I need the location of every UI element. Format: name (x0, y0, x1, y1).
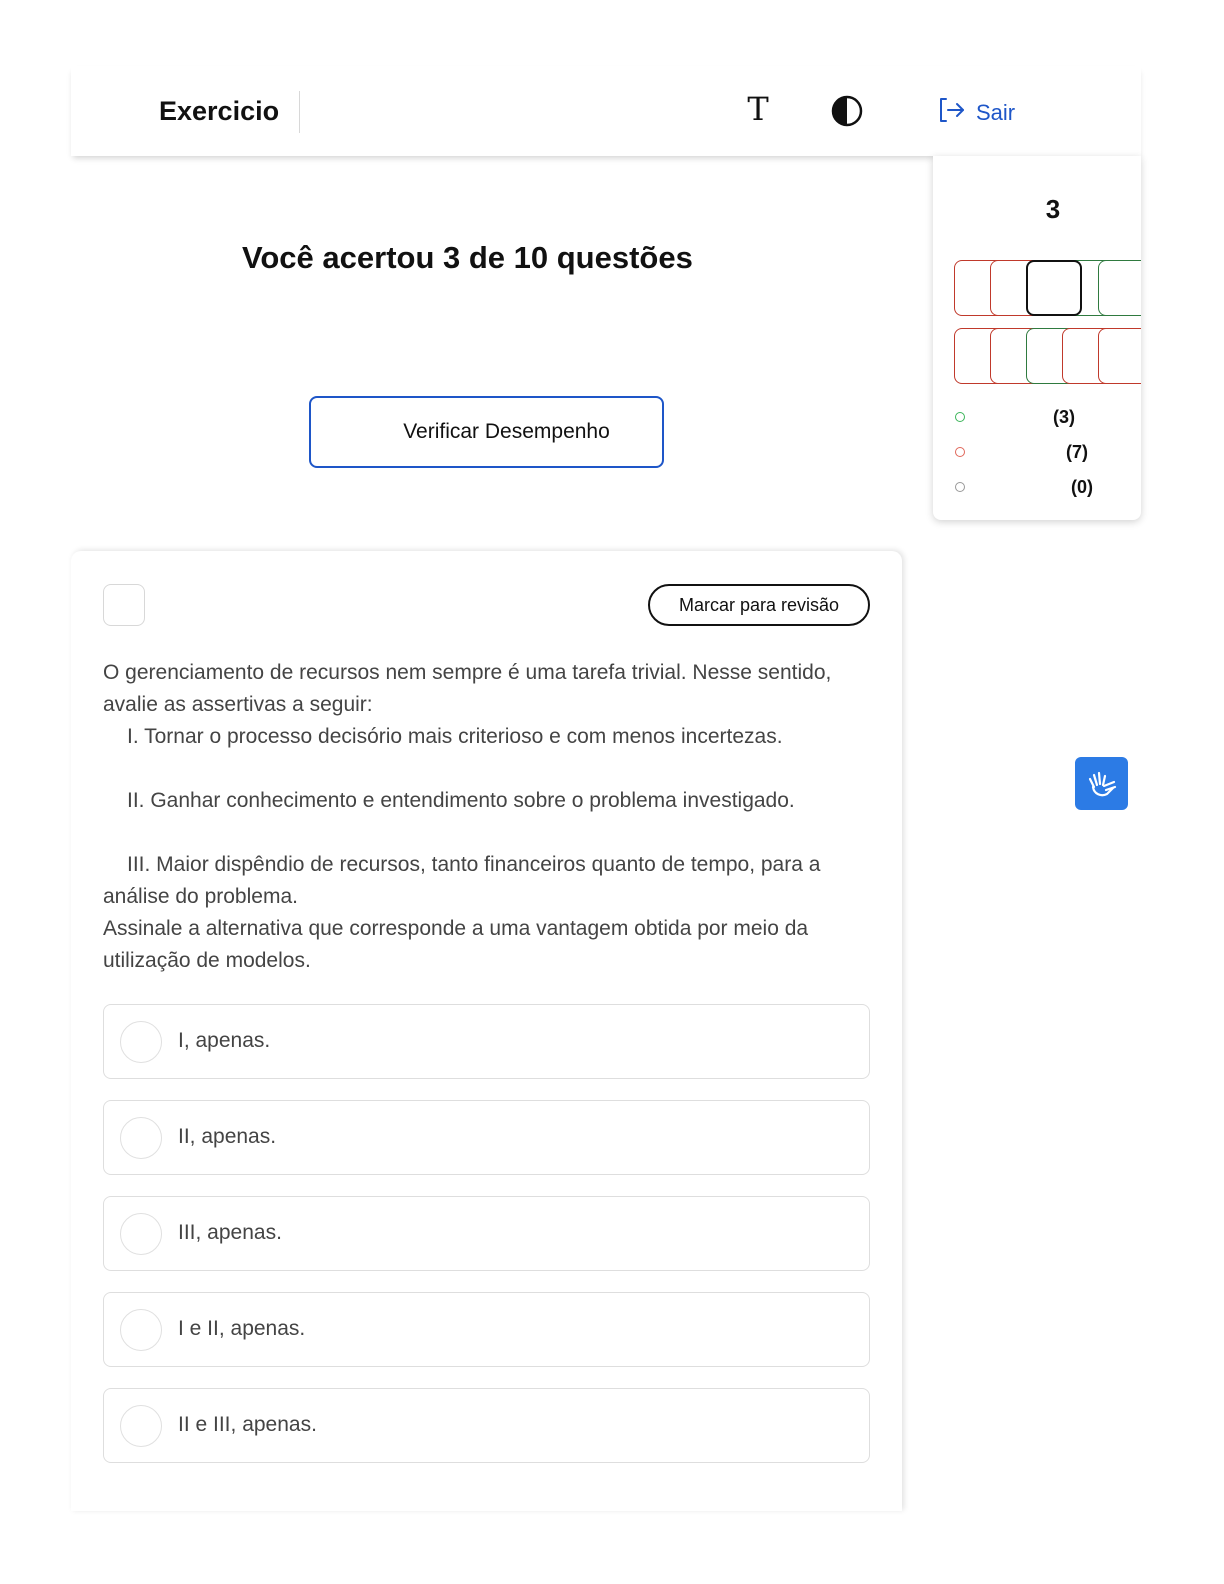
header-divider (299, 91, 300, 133)
legend-correct (955, 407, 1135, 427)
question-statement (103, 657, 873, 977)
option-label: I, apenas. (178, 1029, 271, 1052)
exit-icon (938, 97, 966, 129)
option-label: II, apenas. (178, 1125, 277, 1148)
legend-wrong (955, 442, 1135, 462)
option-radio[interactable] (120, 1021, 162, 1063)
question-prompt: Assinale a alternativa que corresponde a uma vantagem obtida por meio da utilização de modelos. (103, 917, 809, 972)
answer-option[interactable] (103, 1292, 870, 1367)
current-question-number: 3 (1045, 194, 1061, 224)
question-nav-row (954, 260, 1141, 316)
answer-option[interactable] (103, 1100, 870, 1175)
option-radio[interactable] (120, 1309, 162, 1351)
correct-dot-icon (955, 412, 965, 422)
assertion-3: III. Maior dispêndio de recursos, tanto financeiros quanto de tempo, para a análise do problema. (103, 853, 821, 908)
sign-language-icon (1085, 767, 1119, 801)
page-title: Exercicio (159, 96, 280, 126)
top-header (71, 66, 1141, 156)
legend-unanswered-count: (0) (1071, 477, 1093, 497)
question-nav-box[interactable] (1098, 328, 1141, 384)
exit-button[interactable] (938, 98, 1015, 128)
answer-option[interactable] (103, 1196, 870, 1271)
assertion-2: II. Ganhar conhecimento e entendimento sobre o problema investigado. (127, 789, 795, 812)
assertion-1: I. Tornar o processo decisório mais criterioso e com menos incertezas. (127, 725, 783, 748)
contrast-icon[interactable] (830, 94, 864, 128)
question-nav-row (954, 328, 1141, 384)
font-size-icon[interactable]: T (747, 90, 769, 128)
unanswered-dot-icon (955, 482, 965, 492)
question-card (71, 551, 902, 1511)
option-radio[interactable] (120, 1117, 162, 1159)
option-label: II e III, apenas. (178, 1413, 317, 1436)
libras-accessibility-button[interactable] (1075, 757, 1128, 810)
verify-performance-button[interactable]: Verificar Desempenho (309, 396, 664, 468)
question-intro: O gerenciamento de recursos nem sempre é uma tarefa trivial. Nesse sentido, avalie as assertivas a seguir: (103, 661, 832, 716)
legend-correct-count: (3) (1053, 407, 1075, 427)
answer-option[interactable] (103, 1388, 870, 1463)
legend-unanswered (955, 477, 1135, 497)
option-radio[interactable] (120, 1405, 162, 1447)
question-navigator-panel (933, 156, 1141, 520)
option-label: I e II, apenas. (178, 1317, 306, 1340)
option-label: III, apenas. (178, 1221, 282, 1244)
question-nav-box[interactable] (1098, 260, 1141, 316)
legend-wrong-count: (7) (1066, 442, 1088, 462)
question-nav-box[interactable] (1026, 260, 1082, 316)
mark-for-review-button[interactable]: Marcar para revisão (648, 584, 870, 626)
wrong-dot-icon (955, 447, 965, 457)
option-radio[interactable] (120, 1213, 162, 1255)
result-title: Você acertou 3 de 10 questões (242, 240, 693, 275)
question-checkbox[interactable] (103, 584, 145, 626)
answer-option[interactable] (103, 1004, 870, 1079)
exit-label: Sair (976, 100, 1016, 125)
